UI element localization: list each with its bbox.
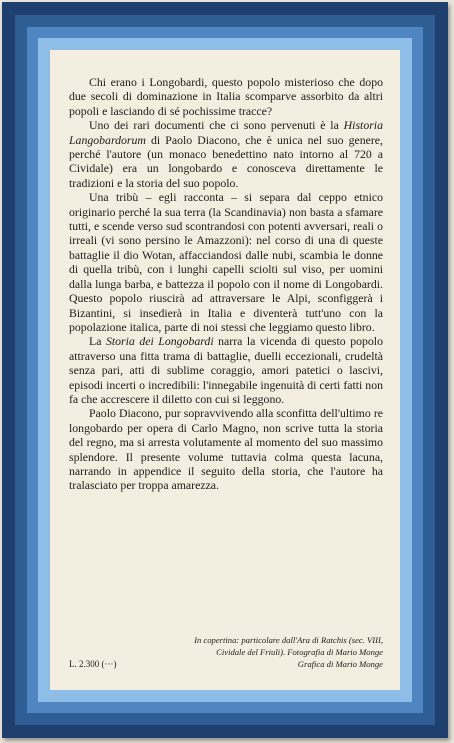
graphics-credit: Grafica di Mario Monge [297, 659, 383, 669]
cover-credit-line-1 [69, 635, 383, 646]
credits [69, 635, 383, 670]
p4-book-title: Storia dei Longobardi [105, 334, 214, 349]
price: L. 2.300 (···) [69, 659, 117, 669]
cover-credit-line-2: Cividale del Friuli). Fotografia di Mario Monge [216, 647, 383, 657]
cover-credit-rest: particolare dall'Ara di Ratchis (sec. VIII, [239, 635, 383, 645]
p4-lead: La [89, 334, 106, 349]
price-row [69, 659, 383, 670]
blurb-paragraph-5: Paolo Diacono, pur sopravvivendo alla sconfitta dell'ultimo re longobardo per opera di Carlo Magno, non scrive tutta la storia del regno, ma si arresta volutamente al momento del suo massimo splendore. Il presente volume tuttavia colma questa lacuna, narrando in appendice il seguito della storia, che l'autore ha tralasciato per troppa amarezza. [69, 406, 383, 493]
blurb-paragraph-3: Una tribù – egli racconta – si separa dal ceppo etnico originario perché la sua terra (la Scandinavia) non basta a sfamare tutti, e scende verso sud scontrandosi con potenti avversari, reali o irreali (vi sono persino le Amazzoni): nel corso di una di queste battaglie il dio Wotan, affacciandosi dalle nubi, scambia le donne di quella tribù, con i lunghi capelli sciolti sul viso, per uomini dalla lunga barba, e battezza il popolo con il nome di Longobardi. Questo popolo riuscirà ad attraversare le Alpi, sconfiggerà i Bizantini, si insedierà in Italia e diventerà tutt'uno con la popolazione italica, parte di noi stessi che leggiamo questo libro. [69, 190, 383, 334]
p4-rest: narra la vicenda di questo popolo attraverso una fitta trama di battaglie, duelli eccezionali, crudeltà senza pari, atti di sublime coraggio, amori patetici o lascivi, episodi incerti o incredibili: l'innegabile ingenuità di certi fatti non fa che accrescere il diletto con cui si leggono. [69, 334, 383, 406]
text-panel [50, 50, 400, 690]
book-back-cover [2, 2, 448, 738]
p2-book-title: Historia Langobardorum [69, 118, 383, 147]
blurb-paragraph-1: Chi erano i Longobardi, questo popolo misterioso che dopo due secoli di dominazione in Italia scomparve assorbito da altri popoli e lasciando di sé pochissime tracce? [69, 75, 383, 118]
cover-credit-prefix: In copertina: [194, 635, 240, 645]
blurb-paragraph-4 [69, 334, 383, 406]
p2-rest: di Paolo Diacono, che è unica nel suo genere, perché l'autore (un monaco benedettino nato intorno al 720 a Cividale) era un longobardo e conosceva direttamente le tradizioni e la storia del suo popolo. [69, 132, 383, 190]
blurb-paragraph-2 [69, 118, 383, 190]
blurb [69, 75, 383, 493]
p2-lead: Uno dei rari documenti che ci sono pervenuti è la [89, 118, 344, 133]
